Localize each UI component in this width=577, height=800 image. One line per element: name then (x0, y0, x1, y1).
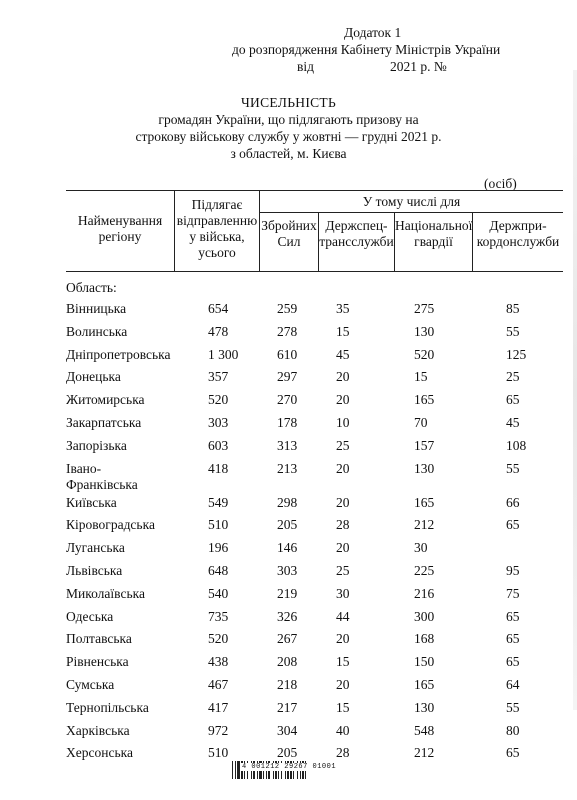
cell-total: 648 (208, 562, 229, 578)
cell-special-transport: 20 (336, 460, 350, 476)
cell-national-guard: 30 (414, 540, 428, 556)
cell-border-guard: 75 (506, 585, 520, 601)
table-row (66, 720, 563, 743)
header-region-name: Найменування регіону (77, 213, 163, 244)
cell-national-guard: 165 (414, 676, 435, 692)
region-name: Миколаївська (66, 585, 145, 601)
region-name: Волинська (66, 323, 128, 339)
table-row (66, 628, 563, 651)
cell-total: 540 (208, 585, 229, 601)
cell-armed-forces: 326 (277, 608, 298, 624)
cell-armed-forces: 219 (277, 585, 298, 601)
header-armed-forces: Збройних Сил (261, 218, 317, 249)
region-name: Івано-Франківська (66, 460, 138, 492)
cell-total: 478 (208, 323, 229, 339)
cell-armed-forces: 270 (277, 392, 298, 408)
table-row (66, 537, 563, 560)
cell-border-guard: 55 (506, 460, 520, 476)
cell-total: 510 (208, 517, 229, 533)
units-label: (осіб) (484, 176, 517, 191)
cell-special-transport: 20 (336, 369, 350, 385)
table-body (66, 298, 563, 765)
cell-special-transport: 30 (336, 585, 350, 601)
cell-national-guard: 212 (414, 745, 435, 761)
cell-special-transport: 20 (336, 540, 350, 556)
cell-special-transport: 25 (336, 562, 350, 578)
header-special-transport: Держспец-трансслужби (318, 212, 394, 271)
region-name: Полтавська (66, 631, 132, 647)
cell-special-transport: 25 (336, 437, 350, 453)
table-header (66, 190, 563, 272)
cell-special-transport: 20 (336, 631, 350, 647)
cell-border-guard: 65 (506, 608, 520, 624)
cell-armed-forces: 205 (277, 517, 298, 533)
region-name: Київська (66, 494, 117, 510)
cell-national-guard: 225 (414, 562, 435, 578)
region-name: Луганська (66, 540, 125, 556)
cell-national-guard: 168 (414, 631, 435, 647)
cell-border-guard: 55 (506, 699, 520, 715)
cell-armed-forces: 297 (277, 369, 298, 385)
scan-edge-shadow (573, 70, 577, 710)
cell-armed-forces: 313 (277, 437, 298, 453)
cell-total: 303 (208, 414, 229, 430)
cell-armed-forces: 267 (277, 631, 298, 647)
header-border-guard: Держпри-кордонслужби (472, 212, 563, 271)
title-line-2: строкову військову службу у жовтні — грудні 2021 р. (135, 129, 442, 144)
cell-border-guard: 25 (506, 369, 520, 385)
cell-total: 972 (208, 722, 229, 738)
cell-armed-forces: 217 (277, 699, 298, 715)
cell-border-guard: 125 (506, 346, 527, 362)
cell-total: 520 (208, 631, 229, 647)
region-name: Херсонська (66, 745, 133, 761)
cell-special-transport: 35 (336, 301, 350, 316)
cell-armed-forces: 178 (277, 414, 298, 430)
cell-national-guard: 15 (414, 369, 428, 385)
cell-total: 510 (208, 745, 229, 761)
region-name: Запорізька (66, 437, 127, 453)
region-name: Закарпатська (66, 414, 142, 430)
region-name: Вінницька (66, 301, 127, 316)
table-row (66, 697, 563, 720)
region-name: Рівненська (66, 654, 129, 670)
cell-armed-forces: 298 (277, 494, 298, 510)
cell-special-transport: 20 (336, 392, 350, 408)
oblast-label: Область: (66, 280, 117, 295)
cell-national-guard: 70 (414, 414, 428, 430)
cell-special-transport: 44 (336, 608, 350, 624)
table-row (66, 514, 563, 537)
barcode-number: 4 001212 29267 01001 (242, 763, 337, 771)
cell-national-guard: 165 (414, 494, 435, 510)
table-row (66, 674, 563, 697)
cell-national-guard: 300 (414, 608, 435, 624)
region-name: Донецька (66, 369, 121, 385)
header-national-guard: Національної гвардії (394, 212, 472, 271)
cell-border-guard: 108 (506, 437, 527, 453)
table-row (66, 412, 563, 435)
header-total: Підлягає відправленню у війська, усього (174, 191, 260, 271)
cell-armed-forces: 208 (277, 654, 298, 670)
cell-total: 520 (208, 392, 229, 408)
header-including: У тому числі для (260, 191, 563, 213)
table-row (66, 389, 563, 412)
cell-armed-forces: 146 (277, 540, 298, 556)
conscription-table (66, 190, 563, 765)
table-row (66, 651, 563, 674)
cell-national-guard: 130 (414, 323, 435, 339)
cell-national-guard: 275 (414, 301, 435, 316)
appendix-year-number: 2021 р. № (390, 59, 447, 74)
appendix-number: Додаток 1 (344, 25, 402, 40)
title-line-1: громадян України, що підлягають призову на (158, 112, 419, 127)
region-name: Кіровоградська (66, 517, 155, 533)
cell-special-transport: 15 (336, 699, 350, 715)
table-row (66, 492, 563, 515)
table-row (66, 458, 563, 492)
region-name: Харківська (66, 722, 130, 738)
cell-national-guard: 150 (414, 654, 435, 670)
cell-national-guard: 520 (414, 346, 435, 362)
title-line-3: з областей, м. Києва (230, 146, 347, 161)
cell-total: 735 (208, 608, 229, 624)
cell-border-guard: 66 (506, 494, 520, 510)
appendix-date-label: від (297, 59, 314, 74)
table-row (66, 321, 563, 344)
cell-special-transport: 20 (336, 494, 350, 510)
appendix-reference: до розпорядження Кабінету Міністрів України (232, 42, 501, 57)
cell-national-guard: 548 (414, 722, 435, 738)
cell-border-guard: 65 (506, 517, 520, 533)
cell-special-transport: 28 (336, 517, 350, 533)
cell-border-guard: 65 (506, 745, 520, 761)
cell-national-guard: 157 (414, 437, 435, 453)
cell-border-guard: 65 (506, 392, 520, 408)
cell-armed-forces: 610 (277, 346, 298, 362)
table-row (66, 366, 563, 389)
cell-border-guard: 55 (506, 323, 520, 339)
cell-special-transport: 15 (336, 654, 350, 670)
cell-national-guard: 212 (414, 517, 435, 533)
region-name: Тернопільська (66, 699, 149, 715)
cell-total: 654 (208, 301, 229, 316)
region-name: Дніпропетровська (66, 346, 171, 362)
region-name: Житомирська (66, 392, 145, 408)
cell-national-guard: 130 (414, 699, 435, 715)
cell-special-transport: 28 (336, 745, 350, 761)
cell-armed-forces: 303 (277, 562, 298, 578)
cell-border-guard: 64 (506, 676, 520, 692)
table-row (66, 583, 563, 606)
cell-border-guard: 95 (506, 562, 520, 578)
cell-total: 417 (208, 699, 229, 715)
table-row (66, 606, 563, 629)
cell-total: 1 300 (208, 346, 239, 362)
cell-border-guard: 65 (506, 654, 520, 670)
cell-national-guard: 165 (414, 392, 435, 408)
table-row (66, 560, 563, 583)
cell-armed-forces: 205 (277, 745, 298, 761)
cell-armed-forces: 218 (277, 676, 298, 692)
cell-border-guard: 45 (506, 414, 520, 430)
table-row (66, 435, 563, 458)
cell-armed-forces: 259 (277, 301, 298, 316)
cell-total: 418 (208, 460, 229, 476)
cell-total: 438 (208, 654, 229, 670)
cell-special-transport: 40 (336, 722, 350, 738)
region-name: Сумська (66, 676, 115, 692)
region-name: Львівська (66, 562, 123, 578)
cell-armed-forces: 278 (277, 323, 298, 339)
cell-national-guard: 216 (414, 585, 435, 601)
region-name: Одеська (66, 608, 114, 624)
document-title (0, 94, 577, 162)
cell-national-guard: 130 (414, 460, 435, 476)
cell-armed-forces: 213 (277, 460, 298, 476)
cell-total: 196 (208, 540, 229, 556)
cell-total: 603 (208, 437, 229, 453)
title-heading: ЧИСЕЛЬНІСТЬ (240, 95, 337, 110)
table-row (66, 344, 563, 367)
cell-total: 357 (208, 369, 229, 385)
cell-special-transport: 15 (336, 323, 350, 339)
cell-special-transport: 20 (336, 676, 350, 692)
cell-armed-forces: 304 (277, 722, 298, 738)
cell-border-guard: 80 (506, 722, 520, 738)
cell-special-transport: 10 (336, 414, 350, 430)
cell-border-guard: 85 (506, 301, 520, 316)
cell-special-transport: 45 (336, 346, 350, 362)
cell-total: 549 (208, 494, 229, 510)
cell-total: 467 (208, 676, 229, 692)
cell-border-guard: 65 (506, 631, 520, 647)
table-row (66, 298, 563, 321)
